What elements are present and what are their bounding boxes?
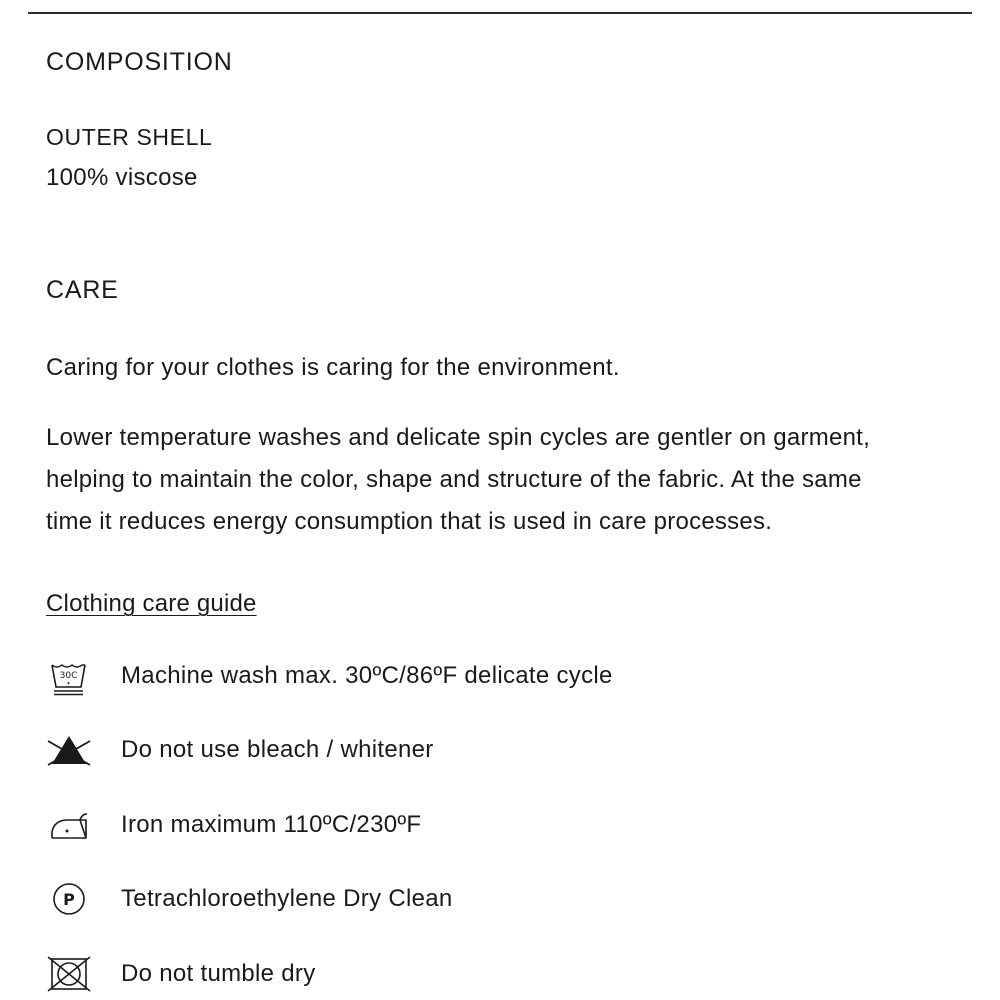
care-instruction-label: Iron maximum 110ºC/230ºF bbox=[121, 811, 422, 838]
care-instruction-wash bbox=[46, 657, 946, 697]
wash-temp-text: 30C bbox=[59, 671, 78, 681]
care-instruction-bleach bbox=[46, 731, 946, 771]
care-instruction-dryclean bbox=[46, 880, 946, 920]
outer-shell-label: OUTER SHELL bbox=[46, 124, 213, 150]
care-instruction-tumble bbox=[46, 955, 946, 995]
care-instruction-iron bbox=[46, 806, 946, 846]
clothing-care-guide-link[interactable]: Clothing care guide bbox=[46, 590, 257, 617]
care-instruction-label: Do not tumble dry bbox=[121, 960, 316, 987]
care-instruction-label: Do not use bleach / whitener bbox=[121, 736, 434, 763]
care-heading: CARE bbox=[46, 276, 119, 304]
outer-shell-value: 100% viscose bbox=[46, 164, 198, 191]
no-tumble-dry-icon bbox=[46, 955, 92, 995]
iron-low-icon bbox=[46, 806, 92, 846]
care-instruction-label: Machine wash max. 30ºC/86ºF delicate cycle bbox=[121, 662, 613, 689]
care-paragraph bbox=[46, 417, 966, 543]
care-paragraph-line: helping to maintain the color, shape and structure of the fabric. At the same bbox=[46, 466, 862, 493]
top-divider bbox=[28, 12, 972, 14]
dry-clean-p-icon bbox=[46, 880, 92, 920]
wash-30-delicate-icon bbox=[46, 657, 92, 697]
care-paragraph-line: Lower temperature washes and delicate spin cycles are gentler on garment, bbox=[46, 424, 871, 451]
care-instruction-label: Tetrachloroethylene Dry Clean bbox=[121, 885, 453, 912]
dry-clean-letter: P bbox=[63, 890, 75, 909]
composition-heading: COMPOSITION bbox=[46, 48, 233, 76]
care-paragraph-line: time it reduces energy consumption that is used in care processes. bbox=[46, 508, 773, 535]
care-intro: Caring for your clothes is caring for the environment. bbox=[46, 354, 620, 381]
no-bleach-icon bbox=[46, 731, 92, 771]
